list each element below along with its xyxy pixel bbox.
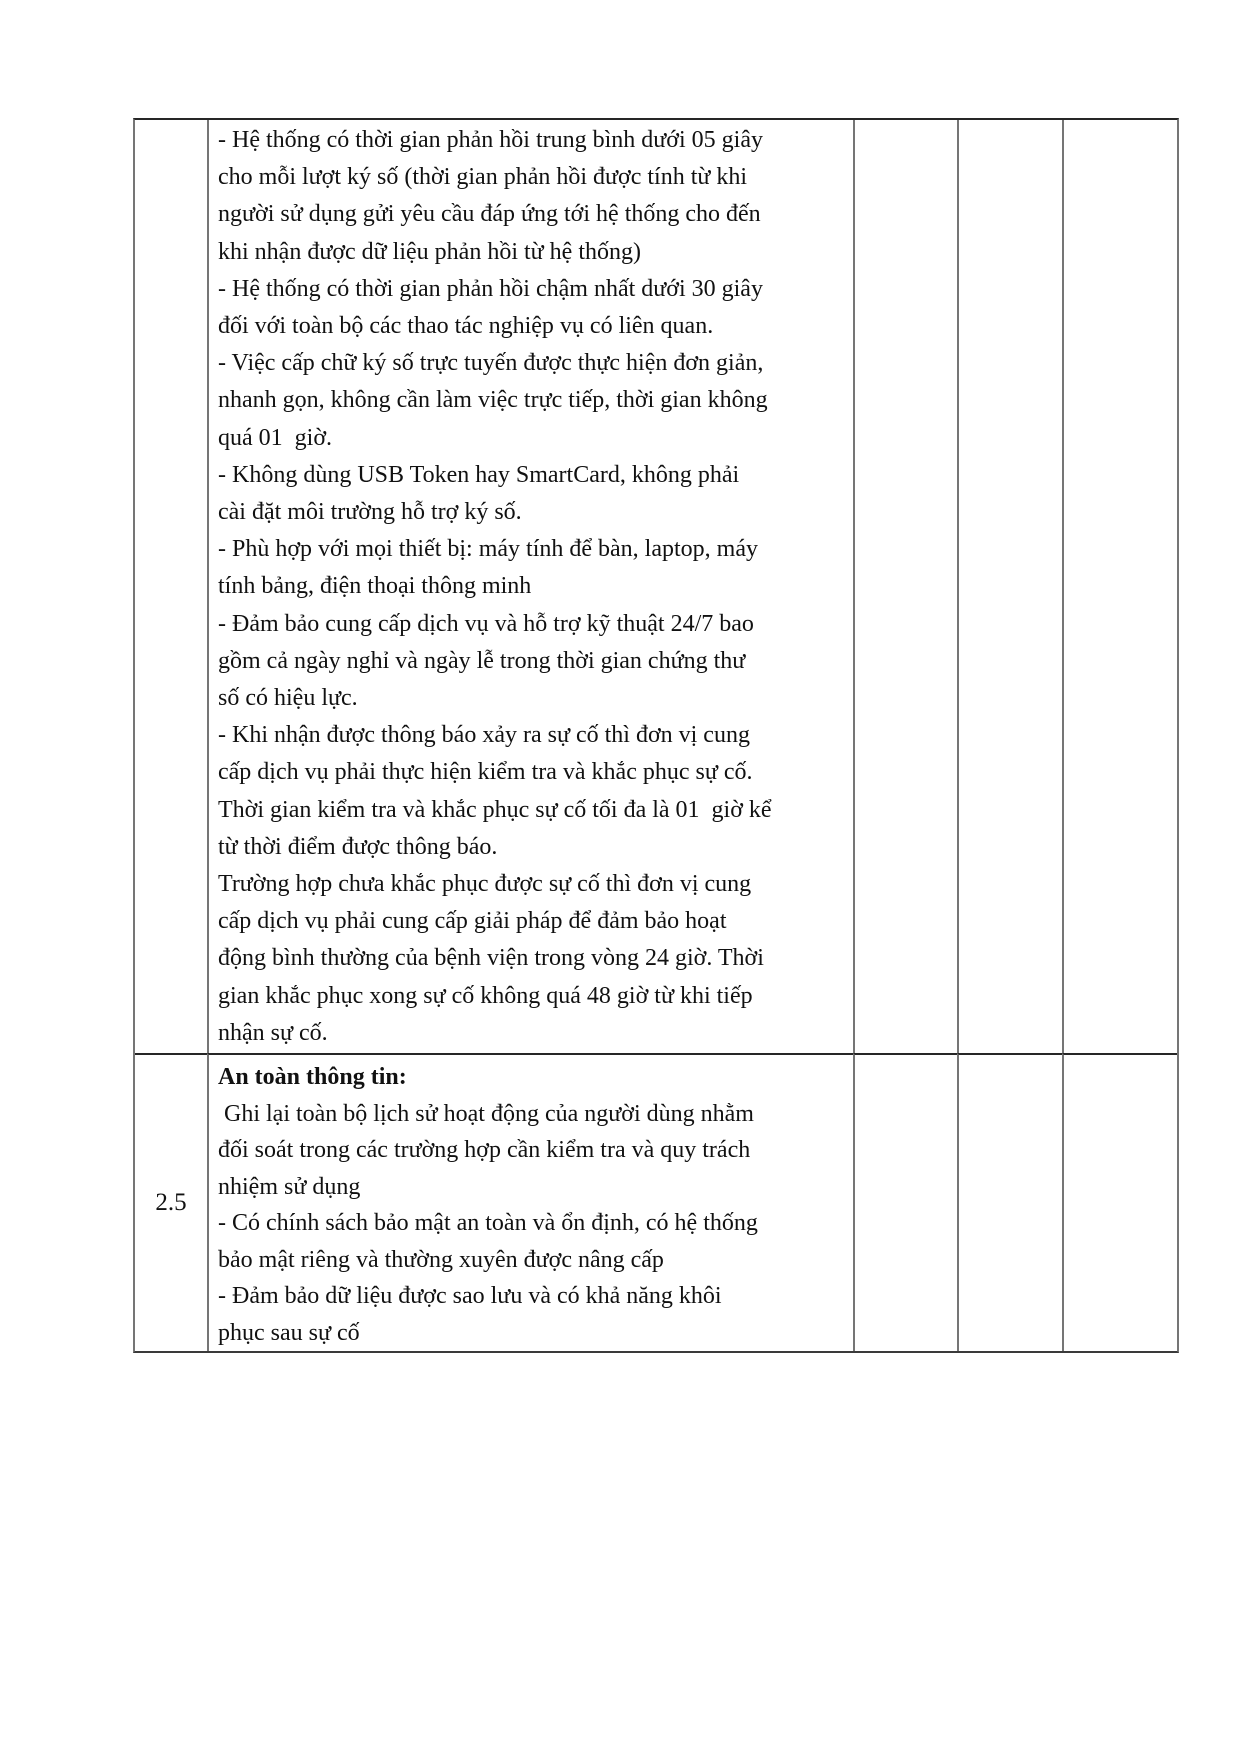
- text-line: nhanh gọn, không cần làm việc trực tiếp, thời gian không: [218, 387, 768, 414]
- text-line: gian khắc phục xong sự cố không quá 48 giờ từ khi tiếp: [218, 982, 753, 1009]
- text-line: - Đảm bảo cung cấp dịch vụ và hỗ trợ kỹ thuật 24/7 bao: [218, 610, 754, 637]
- text-line: gồm cả ngày nghỉ và ngày lễ trong thời gian chứng thư: [218, 647, 746, 674]
- text-line: - Đảm bảo dữ liệu được sao lưu và có khả năng khôi: [218, 1283, 722, 1309]
- text-line: cho mỗi lượt ký số (thời gian phản hồi được tính từ khi: [218, 164, 748, 191]
- text-line: bảo mật riêng và thường xuyên được nâng cấp: [218, 1246, 664, 1273]
- empty-column-cell: [957, 1053, 1062, 1351]
- row-number-cell: [135, 120, 207, 1053]
- requirement-text-cell: [207, 120, 853, 1053]
- empty-column-cell: [853, 120, 957, 1053]
- requirement-text-cell: [207, 1053, 853, 1351]
- empty-column-cell: [1062, 1053, 1177, 1351]
- text-line: đối soát trong các trường hợp cần kiểm tra và quy trách: [218, 1137, 751, 1163]
- text-line: cấp dịch vụ phải thực hiện kiểm tra và khắc phục sự cố.: [218, 759, 753, 786]
- text-line: cài đặt môi trường hỗ trợ ký số.: [218, 499, 522, 526]
- text-line: - Không dùng USB Token hay SmartCard, không phải: [218, 461, 740, 488]
- text-line: nhiệm sử dụng: [218, 1173, 361, 1200]
- text-line: tính bảng, điện thoại thông minh: [218, 573, 532, 600]
- text-line: Thời gian kiểm tra và khắc phục sự cố tối đa là 01 giờ kể: [218, 796, 772, 823]
- row-number-cell: 2.5: [135, 1053, 207, 1351]
- text-line: - Có chính sách bảo mật an toàn và ổn định, có hệ thống: [218, 1210, 758, 1236]
- text-line: khi nhận được dữ liệu phản hồi từ hệ thống): [218, 238, 641, 265]
- empty-column-cell: [1062, 120, 1177, 1053]
- text-line: Trường hợp chưa khắc phục được sự cố thì đơn vị cung: [218, 871, 752, 898]
- text-line: - Phù hợp với mọi thiết bị: máy tính để bàn, laptop, máy: [218, 536, 758, 563]
- text-line: phục sau sự cố: [218, 1319, 360, 1346]
- text-line: người sử dụng gửi yêu cầu đáp ứng tới hệ thống cho đến: [218, 201, 761, 228]
- text-line: - Khi nhận được thông báo xảy ra sự cố thì đơn vị cung: [218, 722, 750, 749]
- text-line: - Việc cấp chữ ký số trực tuyến được thực hiện đơn giản,: [218, 350, 764, 377]
- text-line: động bình thường của bệnh viện trong vòng 24 giờ. Thời: [218, 945, 764, 972]
- text-line: Ghi lại toàn bộ lịch sử hoạt động của người dùng nhằm: [218, 1100, 754, 1127]
- text-line: số có hiệu lực.: [218, 685, 358, 712]
- text-line: nhận sự cố.: [218, 1019, 328, 1046]
- text-line: quá 01 giờ.: [218, 424, 333, 451]
- text-line: - Hệ thống có thời gian phản hồi chậm nhất dưới 30 giây: [218, 275, 763, 302]
- text-line: - Hệ thống có thời gian phản hồi trung bình dưới 05 giây: [218, 127, 763, 153]
- text-line: An toàn thông tin:: [218, 1064, 407, 1090]
- empty-column-cell: [957, 120, 1062, 1053]
- text-line: đối với toàn bộ các thao tác nghiệp vụ có liên quan.: [218, 313, 714, 340]
- text-line: cấp dịch vụ phải cung cấp giải pháp để đảm bảo hoạt: [218, 908, 727, 935]
- text-line: từ thời điểm được thông báo.: [218, 833, 498, 860]
- requirements-table: [133, 118, 1179, 1353]
- empty-column-cell: [853, 1053, 957, 1351]
